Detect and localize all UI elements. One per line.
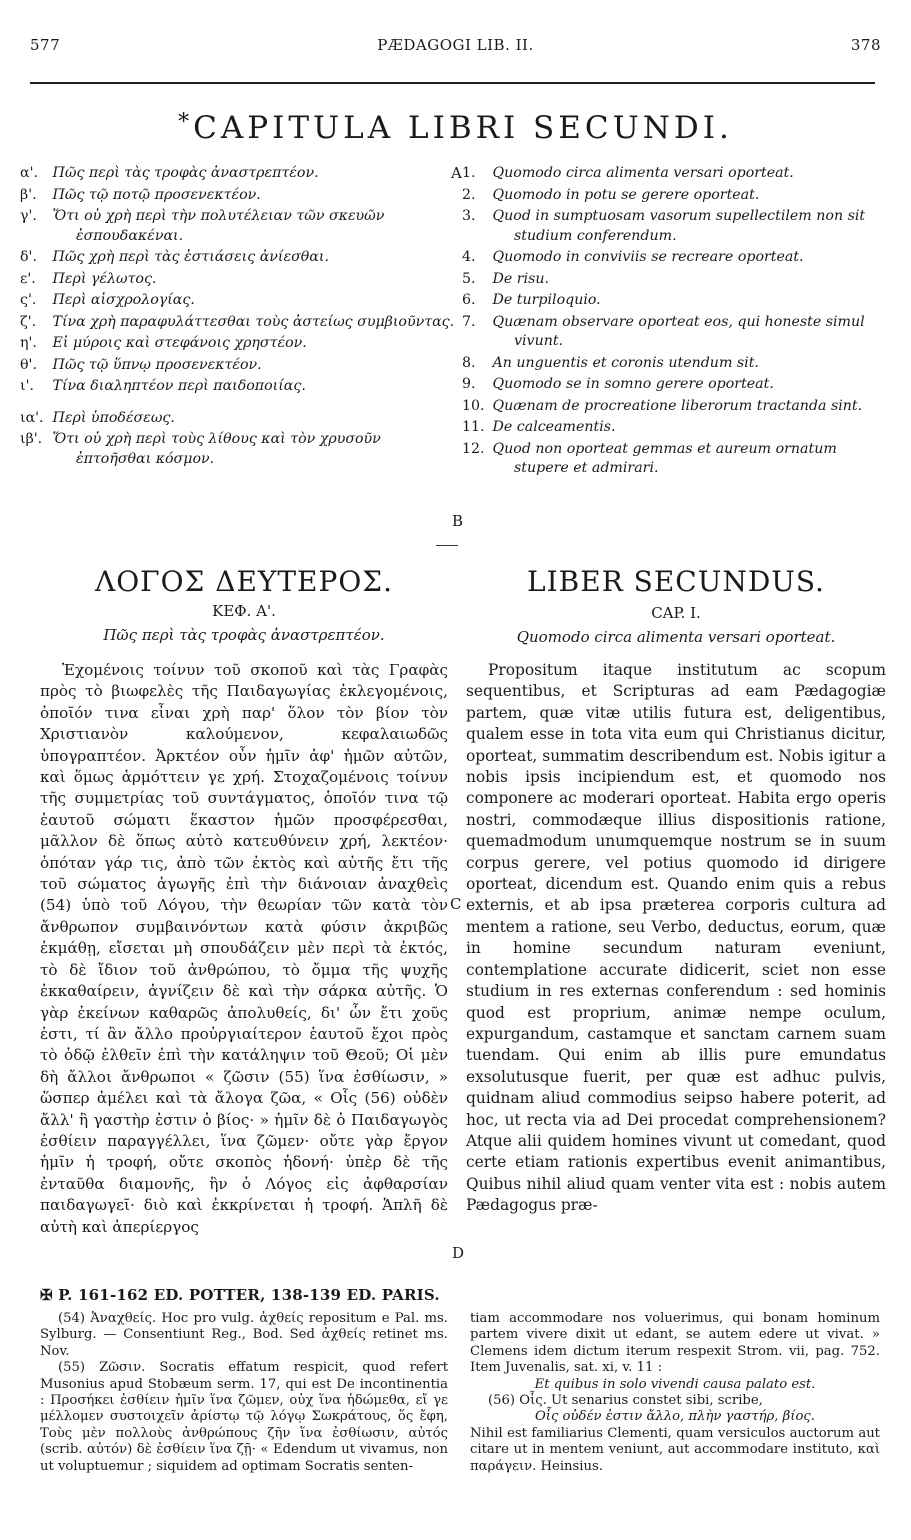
toc-title-text: CAPITULA LIBRI SECUNDI. — [193, 110, 733, 146]
toc-greek-item: γ'. Ὅτι οὐ χρὴ περὶ τὴν πολυτέλειαν τῶν σκευῶν ἐσπουδακέναι. — [20, 208, 385, 244]
latin-chapter-label: CAP. I. — [651, 604, 701, 622]
toc-greek-item: α'. Πῶς περὶ τὰς τροφὰς ἀναστρεπτέον. — [20, 165, 319, 181]
margin-mark-a: A — [451, 164, 462, 182]
toc-latin-item: 1. Quomodo circa alimenta versari oporteat. — [462, 165, 794, 181]
toc-latin-item: 10. Quænam de procreatione liberorum tractanda sint. — [462, 397, 863, 414]
toc-greek-item: δ'. Πῶς χρὴ περὶ τὰς ἑστιάσεις ἀνίεσθαι. — [20, 249, 329, 265]
edition-reference: ✠ P. 161-162 ED. POTTER, 138-139 ED. PARIS. — [40, 1286, 440, 1304]
toc-latin-item: 6. De turpiloquio. — [462, 292, 601, 308]
latin-paragraph: Propositum itaque institutum ac scopum sequentibus, et Scripturas ad eam Pædagogiæ partem, quæ vitæ utilis futura est, deligentibus, qualem esse in tota vita eum qui Christianus dicitur, oporteat, summatim describendum est. Nobis igitur a nobis ipsis incipiendum est, et quomodo nos componere ac moderari oporteat. Habita ergo operis nostri, commodæque illius dispositionis ratione, quemadmodum unumquemque nostrum se in suum corpus gerere, vel potius quomodo id dirigere oporteat, dicendum est. Quando enim quis a rebus externis, et ab ipsa præterea corporis cultura ad mentem a ratione, seu Verbo, deductus, eorum, quæ in homine secundum naturam eveniunt, contemplatione accurate didicerit, sciet non esse studium in res externas conferendum : sed hominis quod est proprium, animæ nempe oculum, expurgandum, castamque et sanctam carnem suam tuendam. Qui enim ab illis pure emundatus exsolutusque fuerit, per quæ est adhuc pulvis, quidnam aliud commodius seipso habere poterit, ad hoc, ut recta via ad Dei procedat comprehensionem? Atque alii quidem homines vivunt ut comedant, quod certe etiam rationis expertibus evenit animantibus, Quibus nihil aliud quam venter vita est : nobis autem Pædagogus præ- — [466, 661, 886, 1215]
toc-latin-item: 12. Quod non oporteat gemmas et aureum ornatum stupere et admirari. — [462, 440, 837, 476]
running-title: PÆDAGOGI LIB. II. — [377, 36, 534, 54]
toc-greek-item: β'. Πῶς τῷ ποτῷ προσενεκτέον. — [20, 186, 261, 203]
toc-greek-item: ς'. Περὶ αἰσχρολογίας. — [20, 292, 195, 308]
toc-greek-item: ζ'. Τίνα χρὴ παραφυλάττεσθαι τοὺς ἀστείως συμβιοῦντας. — [20, 313, 455, 330]
margin-mark-d: D — [452, 1244, 465, 1262]
footnote-verse: Οἷς οὐδέν ἐστιν ἄλλο, πλὴν γαστήρ, βίος. — [534, 1409, 815, 1425]
margin-mark-b: B — [452, 512, 464, 530]
toc-latin-item: 8. An unguentis et coronis utendum sit. — [462, 354, 759, 371]
footnote: (55) Ζῶσιν. Socratis effatum respicit, quod refert Musonius apud Stobæum serm. 17, qui est De incontinentia : Προσήκει ἐσθίειν ἡμῖν ἵνα ζῶμεν, οὐχ ἵνα ἡδώμεθα, εἴ γε μέλλομεν συστοιχεῖν ἀρίστῳ τῷ λόγῳ Σωκράτους, ὅς ἔφη, Τοὺς μὲν πολλοὺς ἀνθρώπους ζῆν ἵνα ἐσθίωσιν, αὐτός (scrib. αὐτόν) δὲ ἐσθίειν ἵνα ζῇ· « Edendum ut vivamus, non ut voluptuemur ; siquidem ad optimam Socratis senten- — [40, 1360, 448, 1474]
page-number-left: 577 — [30, 36, 61, 54]
toc-latin-list — [462, 164, 888, 481]
page-number-right: 378 — [850, 36, 881, 54]
toc-title — [0, 110, 911, 146]
latin-book-title: LIBER SECUNDUS. — [527, 565, 825, 598]
asterisk-mark: * — [178, 110, 194, 135]
latin-text-column — [466, 660, 886, 1217]
greek-chapter-subtitle: Πῶς περὶ τὰς τροφὰς ἀναστρεπτέον. — [103, 626, 385, 644]
footnotes-right — [470, 1311, 880, 1475]
toc-latin-item: 11. De calceamentis. — [462, 419, 616, 435]
latin-chapter-subtitle: Quomodo circa alimenta versari oporteat. — [516, 628, 836, 646]
margin-mark-c: C — [450, 895, 462, 913]
toc-latin-item: 9. Quomodo se in somno gerere oporteat. — [462, 376, 774, 392]
footnotes-left — [40, 1311, 448, 1475]
footnote: tiam accommodare nos voluerimus, qui bonam hominum partem vivere dixit ut edant, se autem edere ut vivat. » Clemens idem dictum iterum respexit Strom. vii, pag. 752. Item Juvenalis, sat. xi, v. 11 : — [470, 1311, 880, 1376]
toc-greek-item: ιβ'. Ὅτι οὐ χρὴ περὶ τοὺς λίθους καὶ τὸν χρυσοῦν ἐπτοῆσθαι κόσμον. — [20, 431, 381, 467]
toc-latin-item: 7. Quænam observare oporteat eos, qui honeste simul vivunt. — [462, 313, 865, 349]
toc-greek-item: θ'. Πῶς τῷ ὕπνῳ προσενεκτέον. — [20, 356, 262, 373]
toc-latin-item: 4. Quomodo in conviviis se recreare oporteat. — [462, 249, 804, 265]
toc-greek-item: ι'. Τίνα διαληπτέον περὶ παιδοποιίας. — [20, 378, 306, 394]
toc-greek-list — [20, 164, 458, 471]
greek-book-title: ΛΟΓΟΣ ΔΕΥΤΕΡΟΣ. — [94, 565, 393, 598]
toc-greek-item: ια'. Περὶ ὑποδέσεως. — [20, 409, 175, 426]
toc-latin-item: 3. Quod in sumptuosam vasorum supellectilem non sit studium conferendum. — [462, 208, 866, 244]
header-rule — [30, 82, 875, 84]
greek-text-column — [40, 660, 448, 1238]
toc-greek-item: ε'. Περὶ γέλωτος. — [20, 270, 157, 287]
column-divider-dash — [436, 545, 458, 546]
footnote: (54) Ἀναχθείς. Hoc pro vulg. ἀχθείς repositum e Pal. ms. Sylburg. — Consentiunt Reg., Bod. Sed ἀχθείς retinet ms. Nov. — [40, 1311, 448, 1359]
footnote: Nihil est familiarius Clementi, quam versiculos auctorum aut citare ut in mentem veniunt, aut accommodare instituto, καὶ παράγειν. Heinsius. — [470, 1425, 880, 1474]
greek-chapter-label: ΚΕΦ. Α'. — [212, 602, 276, 620]
toc-latin-item: 2. Quomodo in potu se gerere oporteat. — [462, 186, 760, 203]
footnote: (56) Οἷς. Ut senarius constet sibi, scribe, — [488, 1393, 763, 1409]
footnote-verse: Et quibus in solo vivendi causa palato est. — [534, 1376, 816, 1392]
toc-latin-item: 5. De risu. — [462, 270, 550, 287]
toc-greek-item: η'. Εἰ μύροις καὶ στεφάνοις χρηστέον. — [20, 335, 307, 351]
greek-paragraph: Ἐχομένοις τοίνυν τοῦ σκοποῦ καὶ τὰς Γραφὰς πρὸς τὸ βιωφελὲς τῆς Παιδαγωγίας ἐκλεγομένοις, ὁποῖόν τινα εἶναι χρὴ παρ' ὅλον τὸν βίον τὸν Χριστιανὸν καλούμενον, κεφαλαιωδῶς ὑπογραπτέον. Ἀρκτέον οὖν ἡμῖν ἀφ' ἡμῶν αὐτῶν, καὶ ὅμως ἁρμόττειν γε χρή. Στοχαζομένοις τοίνυν τῆς συμμετρίας τοῦ συντάγματος, ὁποῖόν τινα τῷ ἑαυτοῦ σώματι ἕκαστον ἡμῶν προσφέρεσθαι, μᾶλλον δὲ ὅπως αὐτὸ κατευθύνειν χρή, λεκτέον· ὁπόταν γάρ τις, ἀπὸ τῶν ἐκτὸς καὶ αὐτῆς ἔτι τῆς τοῦ σώματος ἀγωγῆς ἐπὶ τὴν διάνοιαν ἀναχθεὶς (54) ὑπὸ τοῦ Λόγου, τὴν θεωρίαν τῶν κατὰ τὸν ἄνθρωπον συμβαινόντων κατὰ φύσιν ἀκριβῶς ἐκμάθῃ, εἴσεται μὴ σπουδάζειν μὲν περὶ τὰ ἐκτός, τὸ δὲ ἴδιον τοῦ ἀνθρώπου, τὸ ὄμμα τῆς ψυχῆς ἐκκαθαίρειν, ἁγνίζειν δὲ καὶ τὴν σάρκα αὐτῆς. Ὁ γὰρ ἐκείνων καθαρῶς ἀπολυθείς, δι' ὧν ἔτι χοῦς ἐστι, τί ἂν ἄλλο προὐργιαίτερον ἑαυτοῦ ἔχοι πρὸς τὸ ὁδῷ ἐλθεῖν ἐπὶ τὴν κατάληψιν τοῦ Θεοῦ; Οἱ μὲν δὴ ἄλλοι ἄνθρωποι « ζῶσιν (55) ἵνα ἐσθίωσιν, » ὥσπερ ἀμέλει καὶ τὰ ἄλογα ζῶα, « Οἷς (56) οὐδὲν ἄλλ' ἢ γαστὴρ ἐστιν ὁ βίος· » ἡμῖν δὲ ὁ Παιδαγωγὸς ἐσθίειν παραγγέλλει, ἵνα ζῶμεν· οὔτε γὰρ ἔργον ἡμῖν ἡ τροφή, οὔτε σκοπὸς ἡδονή· ὑπὲρ δὲ τῆς ἐνταῦθα διαμονῆς, ἣν ὁ Λόγος εἰς ἀφθαρσίαν παιδαγωγεῖ· διὸ καὶ ἐκκρίνεται ἡ τροφή. Ἁπλῆ δὲ αὐτὴ καὶ ἀπερίεργος — [40, 661, 448, 1236]
